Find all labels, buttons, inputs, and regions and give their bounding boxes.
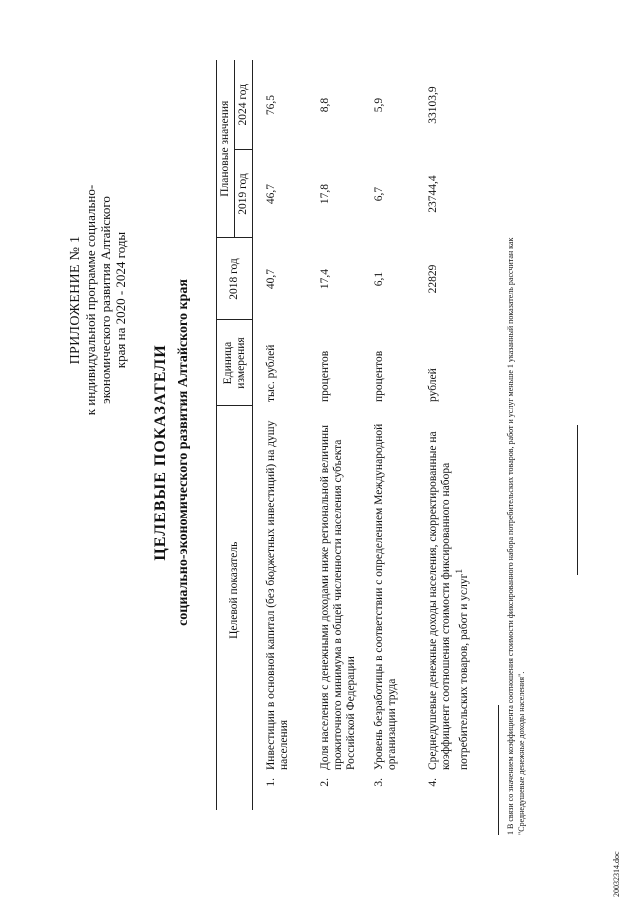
document-code: 20032314.doc xyxy=(612,851,621,897)
row-number: 2. xyxy=(319,778,331,787)
table-header-row xyxy=(217,60,235,810)
header-2019: 2019 год xyxy=(235,150,253,238)
row-number: 3. xyxy=(373,778,385,787)
appendix-block xyxy=(68,150,128,450)
row-unit: тыс. рублей xyxy=(265,344,277,402)
table-row xyxy=(361,60,415,810)
footnote-line: 1 В связи со значением коэффициента соотношения стоимости фиксированного набора потребительских товаров, работ и услуг меньше 1 указанный показатель рассчитан как xyxy=(506,237,515,835)
row-indicator: Доля населения с денежными доходами ниже региональной величины прожиточного минимума в общей численности населения субъекта Российской Федерации xyxy=(319,425,357,770)
row-value-2019: 46,7 xyxy=(265,183,277,205)
table-row xyxy=(253,60,308,810)
table-row xyxy=(415,60,471,810)
header-unit xyxy=(217,320,253,406)
footnote-mark: 1 xyxy=(454,568,465,574)
row-value-2024: 76,5 xyxy=(265,94,277,116)
row-indicator xyxy=(415,406,471,774)
row-indicator-text: Среднедушевые денежные доходы населения, скорректированные на коэффициент соотношения стоимости фиксированного набора потребительских товаров, работ и услуг xyxy=(427,431,470,770)
row-unit: процентов xyxy=(319,350,331,402)
row-value-2024: 33103,9 xyxy=(427,86,439,124)
row-value-2019: 6,7 xyxy=(373,186,385,202)
footnote-line: "Среднедушевые денежные доходы населения". xyxy=(517,671,526,835)
page-divider xyxy=(577,425,578,575)
header-indicator: Целевой показатель xyxy=(217,406,253,774)
row-number: 1. xyxy=(265,778,277,787)
header-number xyxy=(217,774,253,810)
page-subtitle: социально-экономического развития Алтайского края xyxy=(176,279,191,626)
row-value-2018: 40,7 xyxy=(265,268,277,290)
header-2024: 2024 год xyxy=(235,60,253,150)
header-unit-line: Единица xyxy=(221,341,234,385)
header-unit-line: измерения xyxy=(234,337,247,389)
row-indicator: Уровень безработицы в соответствии с определением Международной организации труда xyxy=(373,423,398,770)
row-indicator: Инвестиции в основной капитал (без бюджетных инвестиций) на душу населения xyxy=(265,420,290,770)
appendix-line: экономического развития Алтайского xyxy=(98,196,113,404)
row-value-2018: 17,4 xyxy=(319,268,331,290)
header-planned: Плановые значения xyxy=(217,60,235,238)
row-unit: процентов xyxy=(373,350,385,402)
appendix-line: края на 2020 - 2024 годы xyxy=(113,231,128,369)
row-value-2024: 8,8 xyxy=(319,97,331,113)
row-value-2019: 23744,4 xyxy=(427,175,439,213)
header-2018: 2018 год xyxy=(217,238,253,320)
appendix-title: ПРИЛОЖЕНИЕ № 1 xyxy=(68,235,83,365)
row-value-2019: 17,8 xyxy=(319,183,331,205)
row-unit: рублей xyxy=(427,368,439,402)
page-title: ЦЕЛЕВЫЕ ПОКАЗАТЕЛИ xyxy=(152,344,169,561)
targets-table xyxy=(216,60,471,810)
row-number: 4. xyxy=(427,778,439,787)
appendix-line: к индивидуальной программе социально- xyxy=(83,184,98,416)
footnote xyxy=(505,55,527,835)
row-value-2018: 6,1 xyxy=(373,271,385,287)
row-value-2018: 22829 xyxy=(427,264,439,294)
footnote-divider xyxy=(498,705,499,835)
row-value-2024: 5,9 xyxy=(373,97,385,113)
table-row xyxy=(307,60,361,810)
